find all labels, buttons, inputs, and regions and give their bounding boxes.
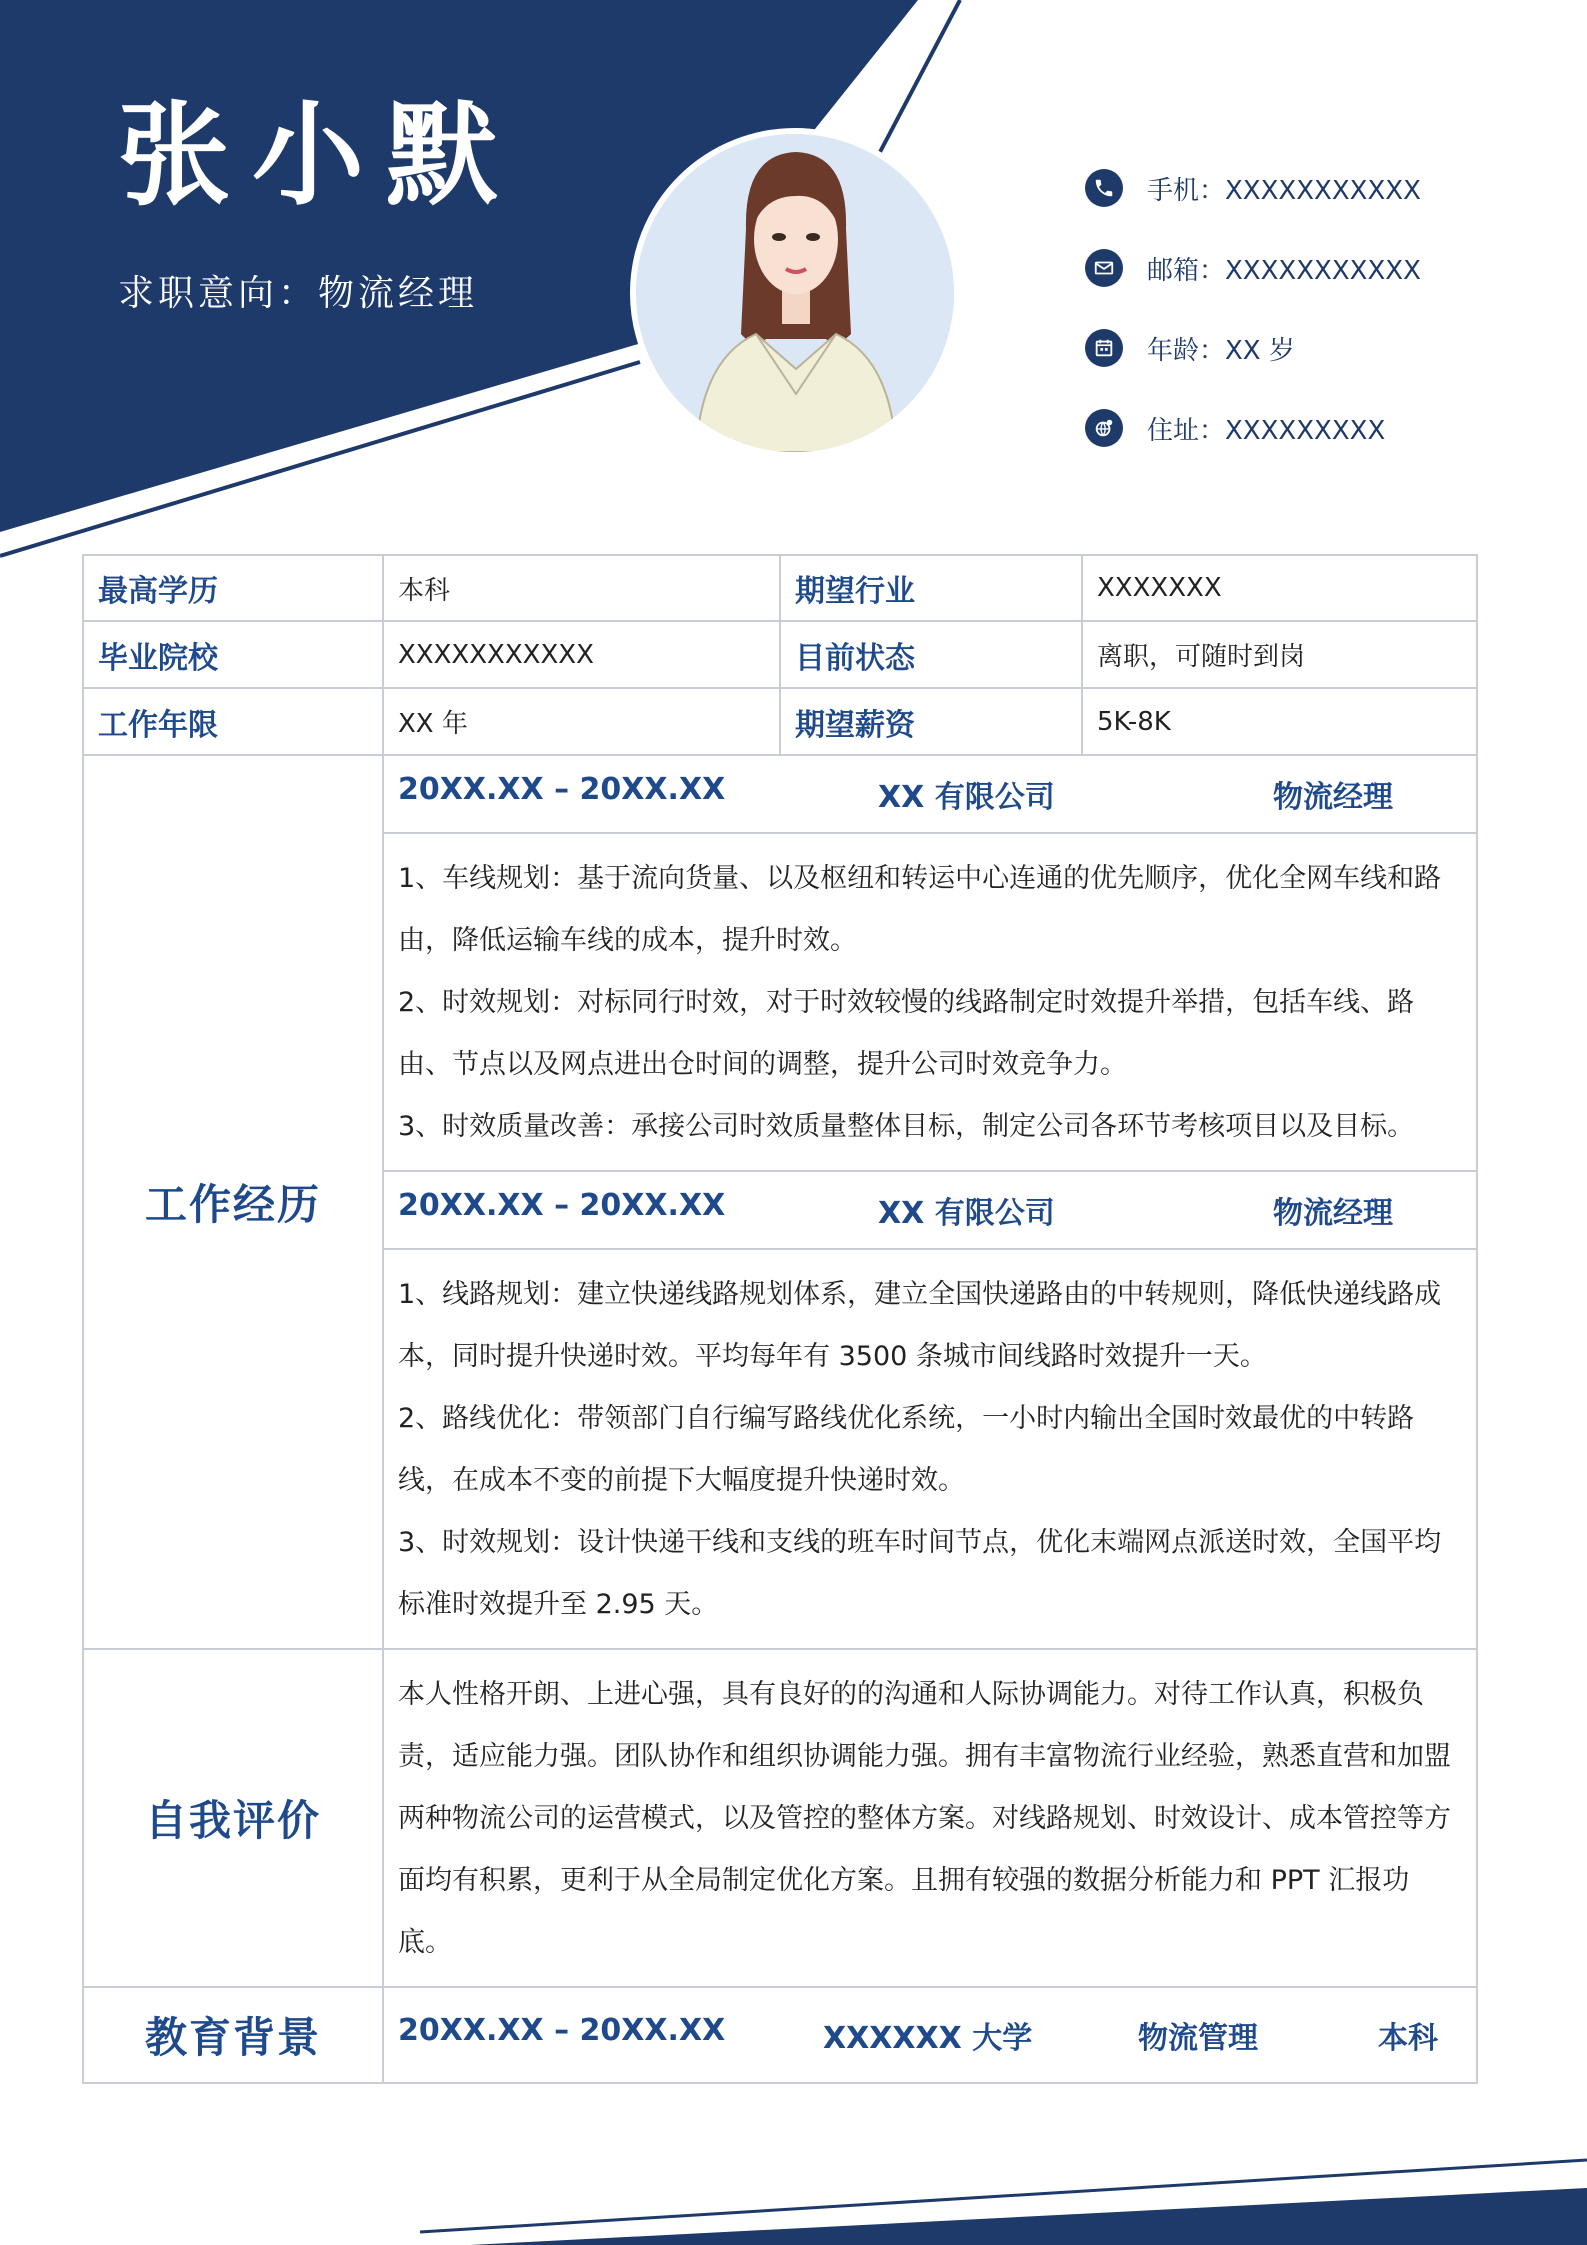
job-1-header bbox=[383, 755, 1477, 833]
job-1-date: 20XX.XX – 20XX.XX bbox=[398, 772, 726, 807]
job-2-header bbox=[383, 1171, 1477, 1249]
job-2-item-1: 1、线路规划：建立快递线路规划体系，建立全国快递路由的中转规则，降低快递线路成本，同时提升快递时效。平均每年有 3500 条城市间线路时效提升一天。 bbox=[398, 1279, 1442, 1372]
job-1-item-1: 1、车线规划：基于流向货量、以及枢纽和转运中心连通的优先顺序，优化全网车线和路由，降低运输车线的成本，提升时效。 bbox=[398, 863, 1442, 956]
job-1-company: XX 有限公司 bbox=[878, 780, 1055, 815]
education-date: 20XX.XX – 20XX.XX bbox=[398, 2013, 726, 2048]
mail-icon bbox=[1085, 249, 1123, 287]
job-2-item-3: 3、时效规划：设计快递干线和支线的班车时间节点，优化末端网点派送时效，全国平均标准时效提升至 2.95 天。 bbox=[398, 1527, 1442, 1620]
work-section-title: 工作经历 bbox=[83, 755, 383, 1649]
industry-value: XXXXXXX bbox=[1082, 555, 1477, 621]
portrait-illustration bbox=[636, 134, 954, 452]
job-2-item-2: 2、路线优化：带领部门自行编写路线优化系统，一小时内输出全国时效最优的中转路线，在成本不变的前提下大幅度提升快递时效。 bbox=[398, 1403, 1415, 1496]
globe-location-icon bbox=[1085, 409, 1123, 447]
phone-icon bbox=[1085, 169, 1123, 207]
salary-label: 期望薪资 bbox=[780, 688, 1082, 755]
education-degree: 本科 bbox=[1378, 2021, 1438, 2056]
status-value: 离职，可随时到岗 bbox=[1082, 621, 1477, 688]
years-value: XX 年 bbox=[383, 688, 780, 755]
job-1-item-3: 3、时效质量改善：承接公司时效质量整体目标，制定公司各环节考核项目以及目标。 bbox=[398, 1111, 1415, 1142]
candidate-name: 张小默 bbox=[118, 91, 520, 221]
education-section-title: 教育背景 bbox=[83, 1987, 383, 2083]
resume-table bbox=[82, 554, 1476, 2084]
address-text: 住址：XXXXXXXXX bbox=[1147, 415, 1386, 446]
job-2-position: 物流经理 bbox=[1273, 1196, 1393, 1231]
status-label: 目前状态 bbox=[780, 621, 1082, 688]
job-2-details bbox=[383, 1249, 1477, 1649]
job-intent: 求职意向：物流经理 bbox=[118, 273, 479, 314]
calendar-icon bbox=[1085, 329, 1123, 367]
industry-label: 期望行业 bbox=[780, 555, 1082, 621]
salary-value: 5K-8K bbox=[1082, 688, 1477, 755]
education-school: XXXXXX 大学 bbox=[823, 2021, 1033, 2056]
job-2-date: 20XX.XX – 20XX.XX bbox=[398, 1188, 726, 1223]
job-1-details bbox=[383, 833, 1477, 1171]
education-major: 物流管理 bbox=[1138, 2021, 1258, 2056]
contact-age bbox=[1085, 328, 1421, 368]
age-text: 年龄：XX 岁 bbox=[1147, 335, 1295, 366]
contact-list bbox=[1085, 168, 1421, 488]
profile-photo bbox=[630, 128, 960, 458]
school-label: 毕业院校 bbox=[83, 621, 383, 688]
self-eval-section-title: 自我评价 bbox=[83, 1649, 383, 1987]
education-row bbox=[383, 1987, 1477, 2083]
education-label: 最高学历 bbox=[83, 555, 383, 621]
school-value: XXXXXXXXXXX bbox=[383, 621, 780, 688]
job-2-company: XX 有限公司 bbox=[878, 1196, 1055, 1231]
education-value: 本科 bbox=[383, 555, 780, 621]
job-1-item-2: 2、时效规划：对标同行时效，对于时效较慢的线路制定时效提升举措，包括车线、路由、节点以及网点进出仓时间的调整，提升公司时效竞争力。 bbox=[398, 987, 1415, 1080]
contact-email bbox=[1085, 248, 1421, 288]
self-eval-text: 本人性格开朗、上进心强，具有良好的的沟通和人际协调能力。对待工作认真，积极负责，适应能力强。团队协作和组织协调能力强。拥有丰富物流行业经验，熟悉直营和加盟两种物流公司的运营模式，以及管控的整体方案。对线路规划、时效设计、成本管控等方面均有积累，更利于从全局制定优化方案。且拥有较强的数据分析能力和 PPT 汇报功底。 bbox=[383, 1649, 1477, 1987]
email-text: 邮箱：XXXXXXXXXXX bbox=[1147, 255, 1421, 286]
years-label: 工作年限 bbox=[83, 688, 383, 755]
job-1-position: 物流经理 bbox=[1273, 780, 1393, 815]
contact-address bbox=[1085, 408, 1421, 448]
phone-text: 手机：XXXXXXXXXXX bbox=[1147, 175, 1421, 206]
contact-phone bbox=[1085, 168, 1421, 208]
